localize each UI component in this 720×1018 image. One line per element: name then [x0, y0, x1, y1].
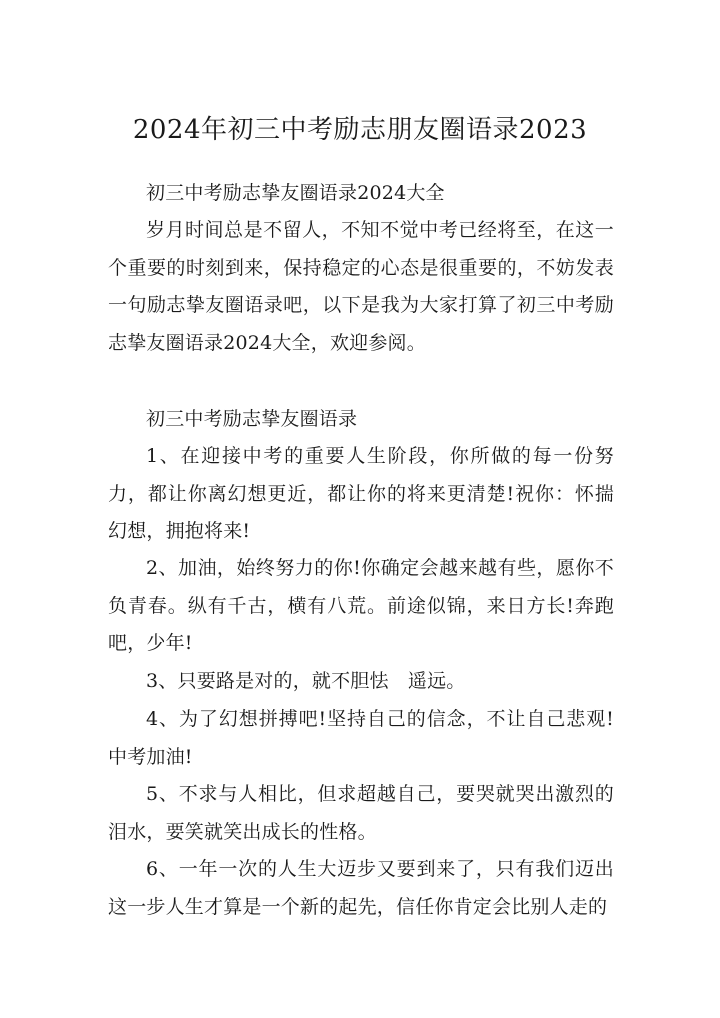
quote-item-2	[108, 550, 614, 663]
quote-item-3	[108, 663, 614, 701]
quote-item-5	[108, 776, 614, 851]
quote-item-6	[108, 851, 614, 926]
quote-text: 1、在迎接中考的重要人生阶段，你所做的每一份努力，都让你离幻想更近，都让你的将来更清楚!祝你：怀揣幻想，拥抱将来!	[108, 445, 614, 543]
quote-item-4	[108, 701, 614, 776]
quote-text: 5、不求与人相比，但求超越自己，要哭就哭出激烈的泪水，要笑就笑出成长的性格。	[108, 783, 614, 843]
section-heading-2	[108, 401, 614, 439]
quote-item-1	[108, 438, 614, 551]
quote-text: 3、只要路是对的，就不胆怯 遥远。	[146, 670, 466, 692]
document-title: 2024年初三中考励志朋友圈语录2023	[132, 115, 588, 145]
quote-text: 4、为了幻想拼搏吧!坚持自己的信念，不让自己悲观!中考加油!	[108, 708, 614, 768]
subtitle-text: 初三中考励志挚友圈语录	[146, 408, 358, 430]
section-heading-1	[108, 175, 614, 213]
subtitle-text: 初三中考励志挚友圈语录2024大全	[146, 182, 445, 204]
intro-text: 岁月时间总是不留人，不知不觉中考已经将至，在这一个重要的时刻到来，保持稳定的心态是很重要的，不妨发表一句励志挚友圈语录吧，以下是我为大家打算了初三中考励志挚友圈语录2024大全，欢迎参阅。	[108, 219, 614, 355]
quote-text: 6、一年一次的人生大迈步又要到来了，只有我们迈出这一步人生才算是一个新的起先，信任你肯定会比别人走的	[108, 858, 614, 918]
quote-text: 2、加油，始终努力的你!你确定会越来越有些，愿你不负青春。纵有千古，横有八荒。前途似锦，来日方长!奔跑吧，少年!	[108, 557, 614, 655]
intro-paragraph	[108, 212, 614, 363]
